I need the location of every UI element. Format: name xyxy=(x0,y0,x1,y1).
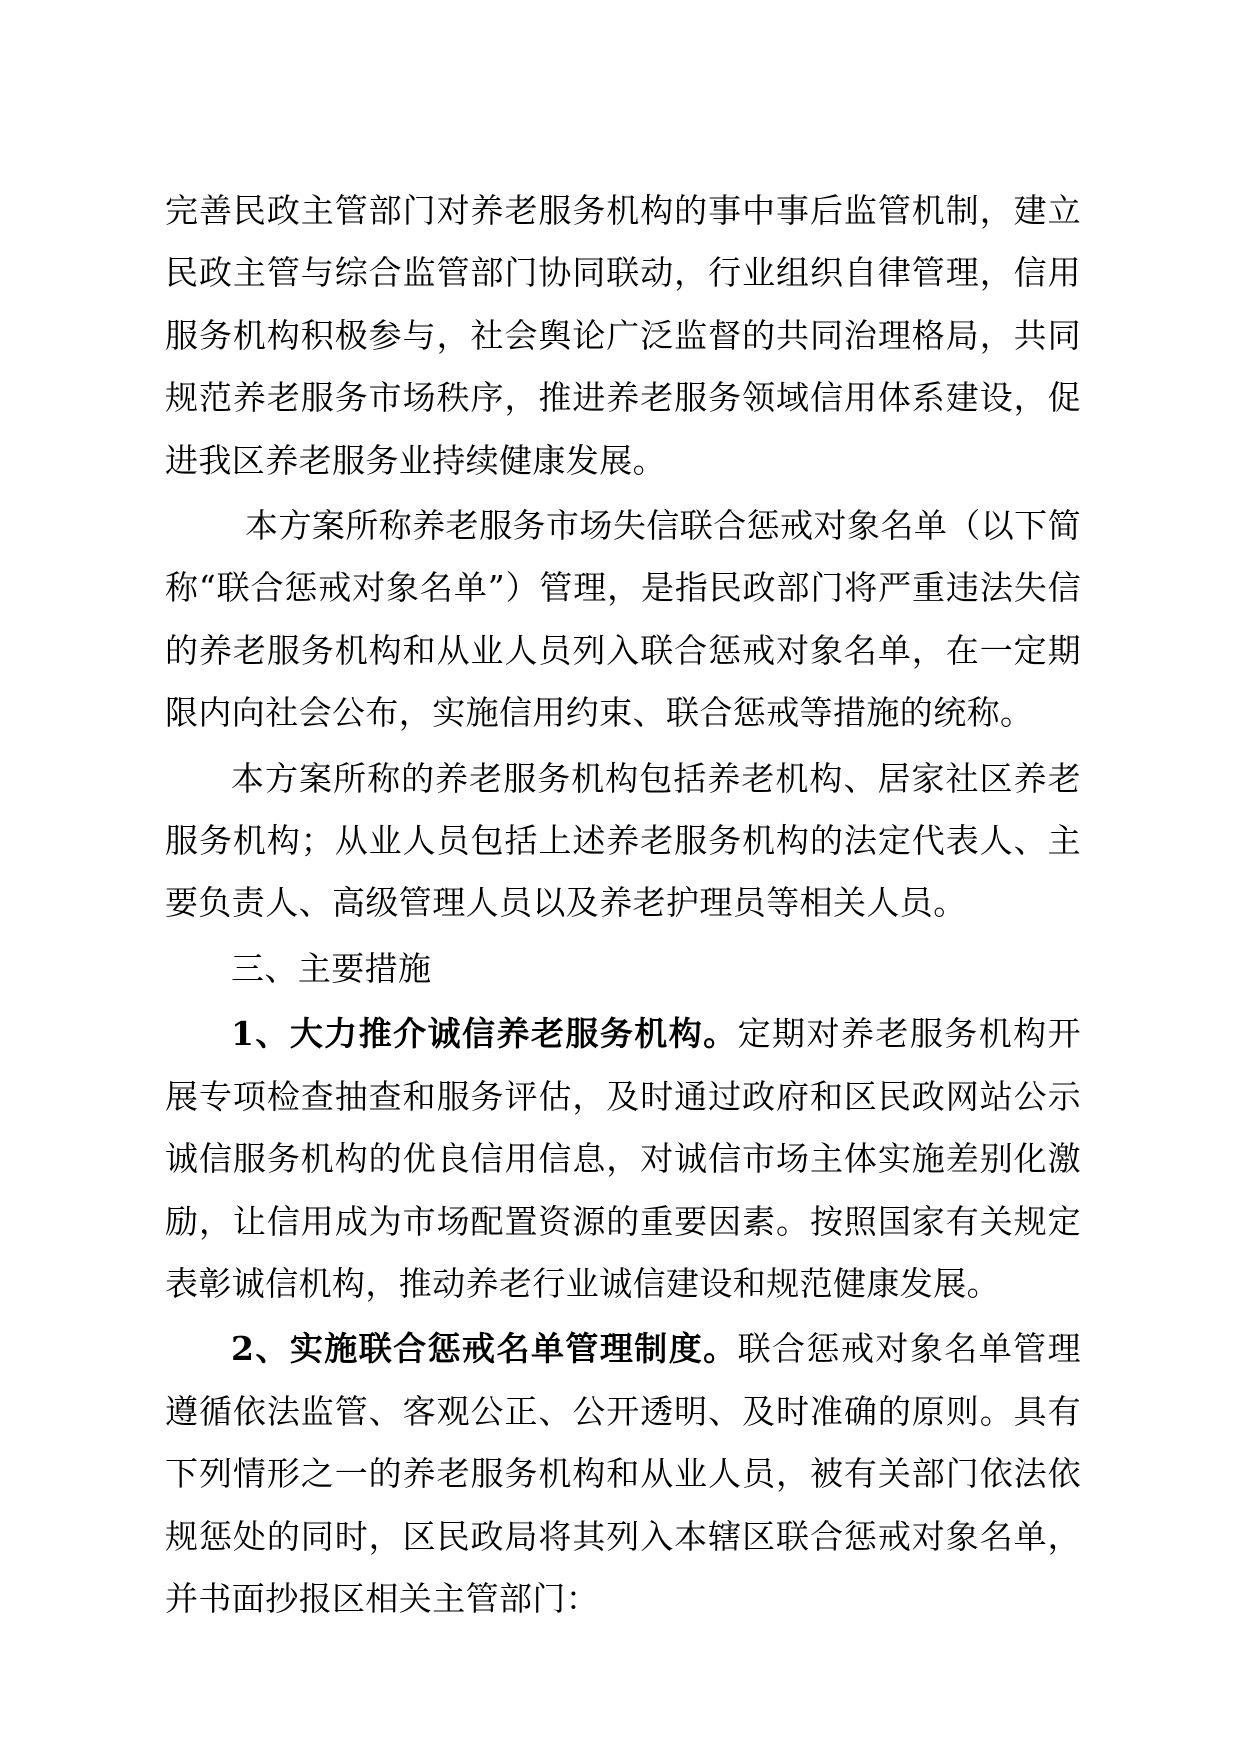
paragraph-supervision-mechanism: 完善民政主管部门对养老服务机构的事中事后监管机制，建立民政主管与综合监管部门协同联动，行业组织自律管理，信用服务机构积极参与，社会舆论广泛监督的共同治理格局，共同规范养老服务市场秩序，推进养老服务领域信用体系建设，促进我区养老服务业持续健康发展。 xyxy=(165,191,1081,480)
measure-1-body: 定期对养老服务机构开展专项检查抽查和服务评估，及时通过政府和区民政网站公示诚信服务机构的优良信用信息，对诚信市场主体实施差别化激励，让信用成为市场配置资源的重要因素。按照国家有关规定表彰诚信机构，推动养老行业诚信建设和规范健康发展。 xyxy=(165,1014,1081,1303)
paragraph-measure-2 xyxy=(165,1318,1081,1630)
section-heading-main-measures: 三、主要措施 xyxy=(231,948,432,988)
paragraph-measure-1 xyxy=(165,1003,1081,1315)
measure-2-title: 2、实施联合惩戒名单管理制度。 xyxy=(231,1329,738,1369)
measure-2-body: 联合惩戒对象名单管理遵循依法监管、客观公正、公开透明、及时准确的原则。具有下列情形之一的养老服务机构和从业人员，被有关部门依法依规惩处的同时，区民政局将其列入本辖区联合惩戒对象名单，并书面抄报区相关主管部门： xyxy=(165,1329,1081,1618)
paragraph-blacklist-definition: 本方案所称养老服务市场失信联合惩戒对象名单（以下简称“联合惩戒对象名单”）管理，是指民政部门将严重违法失信的养老服务机构和从业人员列入联合惩戒对象名单，在一定期限内向社会公布，实施信用约束、联合惩戒等措施的统称。 xyxy=(165,506,1081,733)
document-body xyxy=(165,180,1081,1630)
paragraph-scope-definition: 本方案所称的养老服务机构包括养老机构、居家社区养老服务机构；从业人员包括上述养老服务机构的法定代表人、主要负责人、高级管理人员以及养老护理员等相关人员。 xyxy=(165,758,1081,923)
measure-1-title: 1、大力推介诚信养老服务机构。 xyxy=(231,1014,738,1054)
